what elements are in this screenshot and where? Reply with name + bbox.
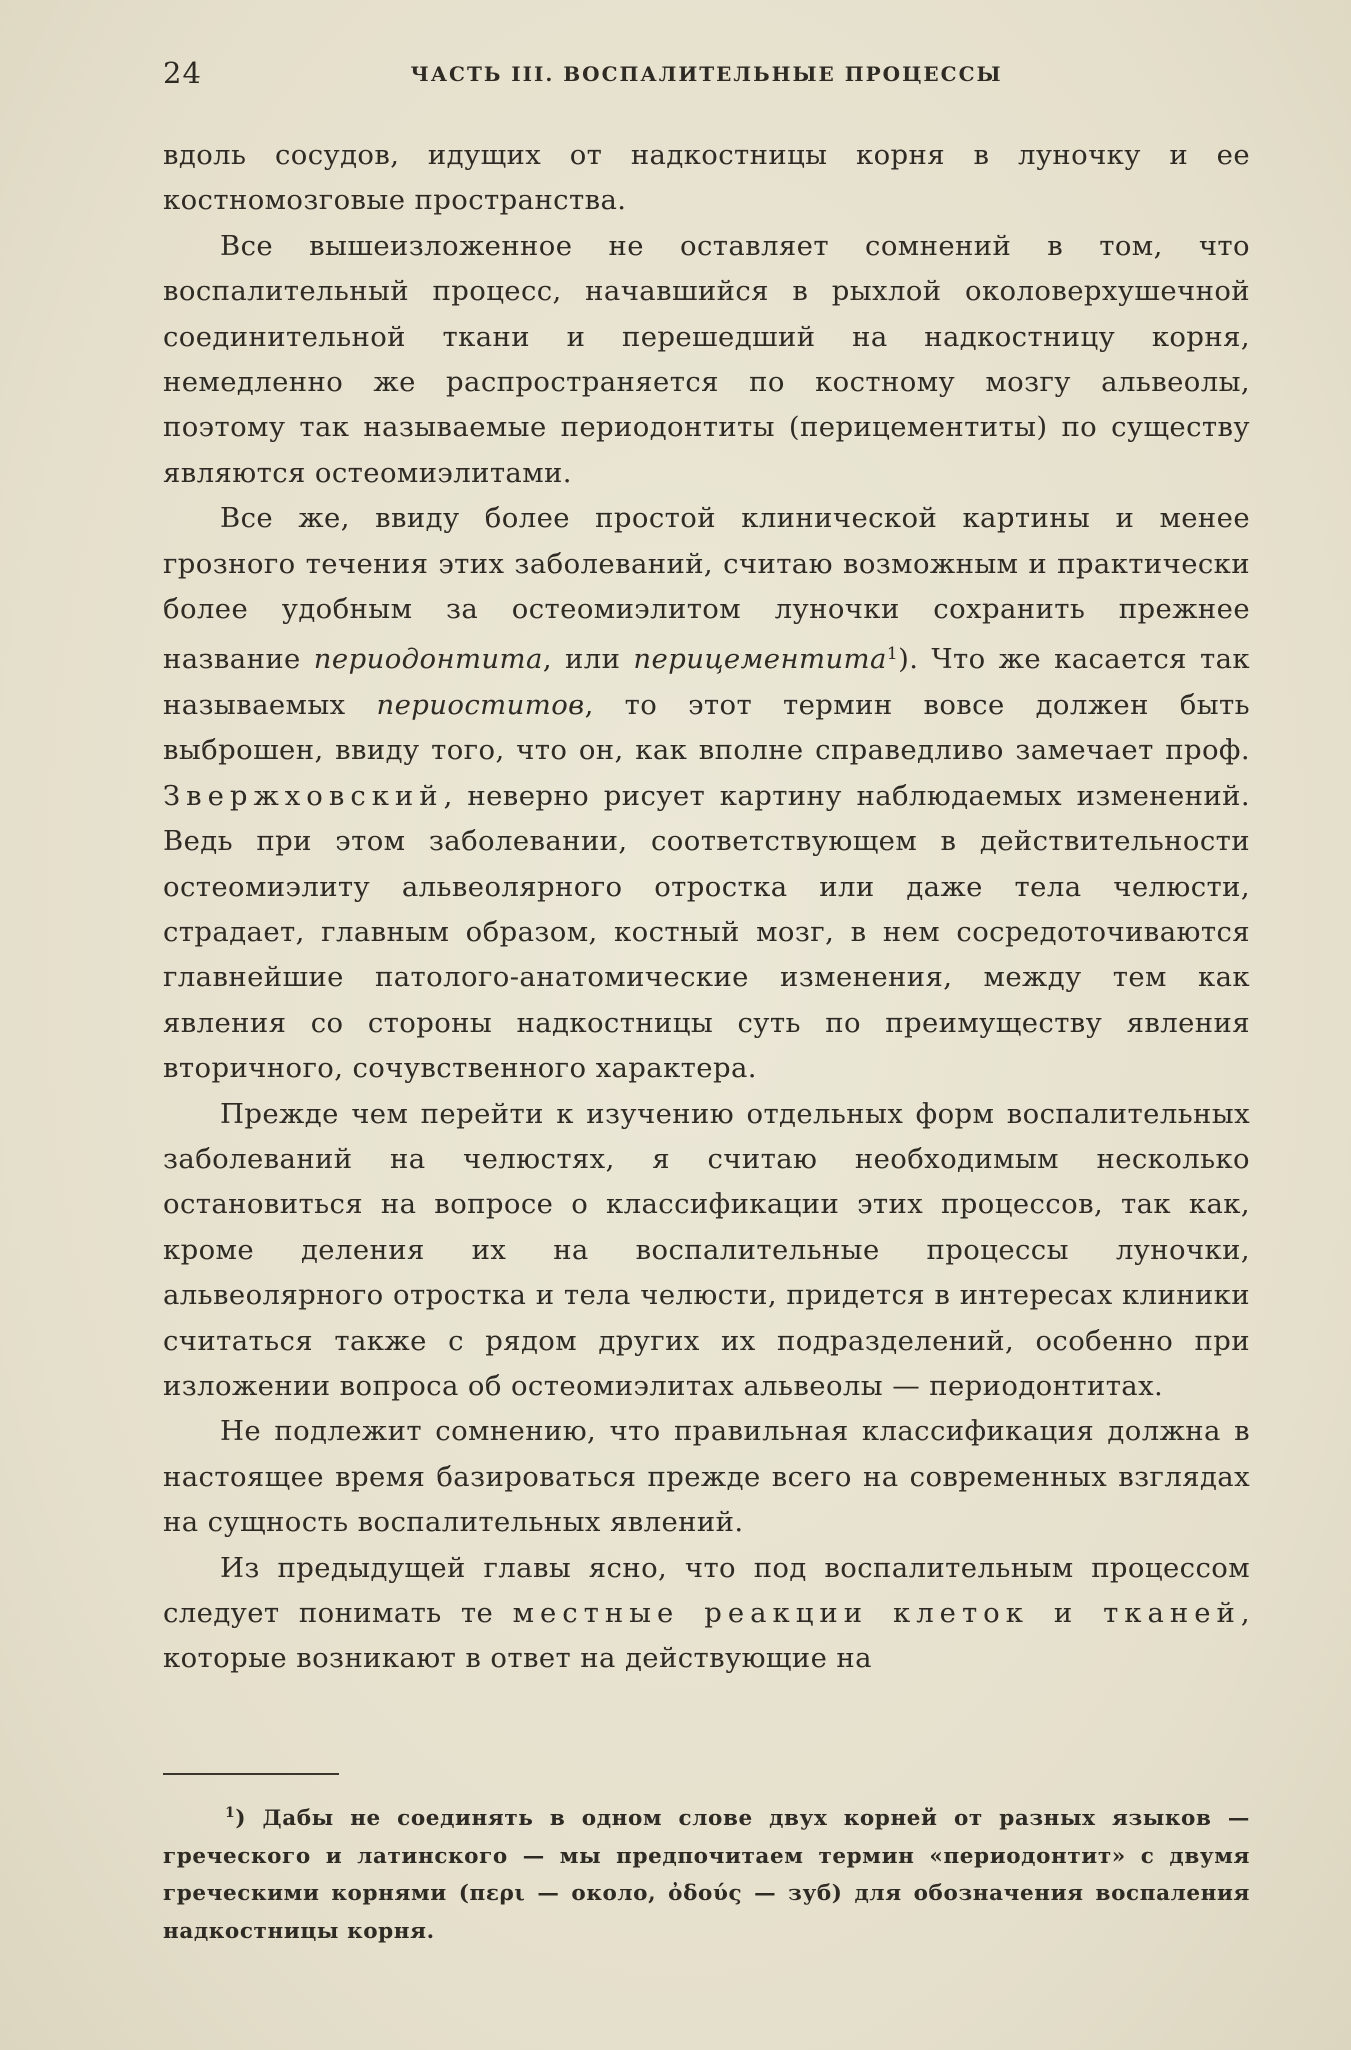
term-periostitis: периоститов [376, 688, 585, 721]
paragraph-3 [163, 496, 1250, 1091]
term-periodontitis: периодонтита [313, 643, 543, 676]
author-name-spaced: Звержховский [163, 779, 444, 812]
paragraph-6 [163, 1546, 1250, 1682]
paragraph-5: Не подлежит сомнению, что правильная классификация должна в настоящее время базироваться прежде всего на современных взглядах на сущность воспалительных явлений. [163, 1415, 1250, 1539]
paragraph-3-part-g: , то этот термин вовсе должен быть выброшен, ввиду того, что он, как вполне справедливо замечает проф. [163, 688, 1250, 767]
paragraph-6-part-c: , которые возникают в ответ на действующие на [163, 1597, 1250, 1675]
footnote-divider [163, 1773, 339, 1775]
footnote [163, 1795, 1250, 1950]
paragraph-3-part-i: , неверно рисует картину наблюдаемых изменений. Ведь при этом заболевании, соответствующем в действительности остеомиэлиту альвеолярного отростка или даже тела челюсти, страдает, главным образом, костный мозг, в нем сосредоточиваются главнейшие патолого-анатомические изменения, между тем как явления со стороны надкостницы суть по преимуществу явления вторичного, сочувственного характера. [163, 779, 1250, 1085]
body-text [163, 133, 1250, 1682]
paragraph-3-part-a: Все же, ввиду более простой клинической картины и менее грозного течения этих заболеваний, считаю возможным и практически более удобным за остеомиэлитом луночки сохранить прежнее название [163, 502, 1250, 676]
paragraph-6-part-a: Из предыдущей главы ясно, что под воспалительным процессом следует понимать те [163, 1551, 1250, 1629]
paragraph-2: Все вышеизложенное не оставляет сомнений в том, что воспалительный процесс, начавшийся в рыхлой околоверхушечной соединительной ткани и перешедший на надкостницу корня, немедленно же распространяется по костному мозгу альвеолы, поэтому так называемые периодонтиты (перицементиты) по существу являются остеомиэлитами. [163, 229, 1250, 489]
footnote-body: ) Дабы не соединять в одном слове двух корней от разных языков — греческого и латинского — мы предпочитаем термин «периодонтит» с двумя греческими корнями (περι — около, ὀδούς — зуб) для обозначения воспаления надкостницы корня. [163, 1806, 1250, 1944]
footnote-text [163, 1795, 1250, 1950]
page-number: 24 [163, 56, 202, 90]
paragraph-3-part-c: , или [542, 643, 634, 676]
paragraph-1: вдоль сосудов, идущих от надкостницы корня в луночку и ее костномозговые пространства. [163, 139, 1250, 217]
footnote-mark: 1 [225, 1805, 236, 1821]
emphasis-local-reactions: местные реакции клеток и тканей [512, 1597, 1241, 1629]
footnote-reference[interactable]: 1 [886, 644, 899, 665]
paragraph-4: Прежде чем перейти к изучению отдельных форм воспалительных заболеваний на челюстях, я считаю необходимым несколько остановиться на вопросе о классификации этих процессов, так как, кроме деления их на воспалительные процессы луночки, альвеолярного отростка и тела челюсти, придется в интересах клиники считаться также с рядом других их подразделений, особенно при изложении вопроса об остеомиэлитах альвеолы — периодонтитах. [163, 1097, 1250, 1402]
paragraph-3-part-e: ). Что же касается так называемых [163, 643, 1250, 721]
term-pericementitis: перицементита [633, 643, 887, 676]
running-title: ЧАСТЬ III. ВОСПАЛИТЕЛЬНЫЕ ПРОЦЕССЫ [410, 62, 1003, 86]
page-header [163, 56, 1250, 96]
